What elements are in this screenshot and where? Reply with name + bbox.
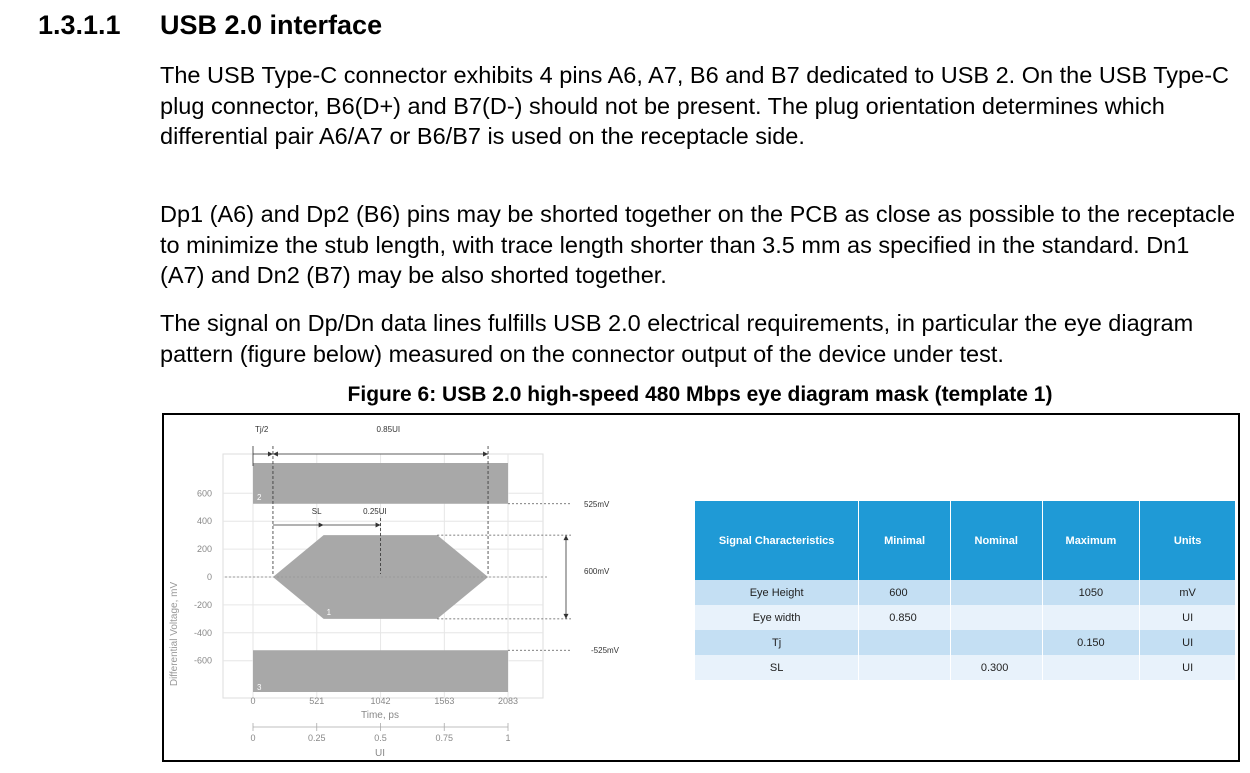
arrowhead (564, 535, 569, 540)
arrowhead (564, 614, 569, 619)
region-number-3: 3 (257, 683, 262, 692)
lower-mask-region (253, 650, 508, 692)
cell-minimal: 0.850 (859, 605, 951, 630)
table-row (695, 580, 1235, 605)
xlabel: Time, ps (361, 710, 399, 721)
header-nominal: Nominal (950, 501, 1042, 580)
ui-tick-label: 0.25 (307, 733, 326, 743)
cell-characteristic: Tj (695, 630, 859, 655)
cell-units: UI (1140, 630, 1235, 655)
header-units: Units (1140, 501, 1235, 580)
cell-nominal (950, 605, 1042, 630)
header-signal-characteristics: Signal Characteristics (695, 501, 859, 580)
table-header-row (695, 501, 1235, 580)
lower-level-label: -525mV (591, 646, 620, 656)
cell-units: UI (1140, 655, 1235, 680)
cell-maximum (1042, 655, 1140, 680)
paragraph-eye-diagram: The signal on Dp/Dn data lines fulfills USB 2.0 electrical requirements, in particular the eye diagram pattern (figure below) measured on the connector output of the device under test. (160, 310, 1194, 367)
y-axis (194, 488, 212, 665)
upper-mask-region (253, 463, 508, 504)
cell-minimal: 600 (859, 580, 951, 605)
eye-width-label: 0.85UI (376, 425, 401, 434)
figure-caption: Figure 6: USB 2.0 high-speed 480 Mbps eye diagram mask (template 1) (347, 383, 1053, 406)
table-row (695, 630, 1235, 655)
cell-nominal (950, 630, 1042, 655)
region-number-1: 1 (326, 607, 332, 617)
ui-axis (250, 723, 510, 743)
sl-label: SL (311, 507, 322, 516)
signal-characteristics-table (695, 501, 1235, 680)
cell-characteristic: Eye Height (695, 580, 859, 605)
x-tick-label: 0 (250, 696, 256, 706)
y-tick-label: -200 (193, 599, 212, 610)
ylabel: Differential Voltage, mV (169, 581, 180, 687)
header-minimal: Minimal (859, 501, 951, 580)
x-tick-label: 1563 (434, 696, 455, 706)
x-tick-label: 2083 (497, 696, 519, 706)
y-tick-label: 0 (206, 572, 212, 582)
sl-ui-label: 0.25UI (363, 507, 387, 516)
eye-diagram-chart (163, 414, 683, 760)
paragraph-usb-pins: The USB Type-C connector exhibits 4 pins A6, A7, B6 and B7 dedicated to USB 2. On the USB Type-C plug connector, B6(D+) and B7(D-) should not be present. The plug orientation determines which differential pair A6/A7 or B6/B7 is used on the receptacle side. (160, 62, 1229, 149)
table-row (695, 655, 1235, 680)
ui-tick-label: 0 (250, 733, 256, 743)
region-number-2: 2 (257, 492, 262, 502)
cell-nominal (950, 580, 1042, 605)
y-tick-label: 200 (196, 544, 212, 555)
y-tick-label: 400 (196, 516, 212, 527)
paragraph-pcb-shorting: Dp1 (A6) and Dp2 (B6) pins may be shorted together on the PCB as close as possible to the receptacle to minimize the stub length, with trace length shorter than 3.5 mm as specified in the standard. Dn1 (A7) and Dn2 (B7) may be also shorted together. (160, 201, 1236, 288)
cell-characteristic: SL (695, 655, 859, 680)
x2label: UI (375, 748, 385, 759)
y-tick-label: -400 (193, 627, 212, 638)
cell-maximum (1042, 605, 1140, 630)
section-number: 1.3.1.1 (38, 10, 121, 40)
cell-minimal (859, 630, 951, 655)
ui-tick-label: 0.75 (435, 733, 454, 743)
x-tick-label: 1042 (370, 696, 391, 706)
cell-units: mV (1140, 580, 1235, 605)
cell-nominal: 0.300 (950, 655, 1042, 680)
y-tick-label: -600 (193, 655, 212, 666)
eye-height-label: 600mV (584, 567, 610, 576)
cell-maximum: 1050 (1042, 580, 1140, 605)
y-tick-label: 600 (196, 488, 212, 499)
ui-tick-label: 0.5 (374, 733, 387, 743)
x-tick-label: 521 (309, 696, 325, 706)
ui-tick-label: 1 (505, 733, 511, 743)
cell-units: UI (1140, 605, 1235, 630)
cell-maximum: 0.150 (1042, 630, 1140, 655)
upper-level-label: 525mV (584, 499, 610, 509)
cell-minimal (859, 655, 951, 680)
header-maximum: Maximum (1042, 501, 1140, 580)
tj-half-label: Tj/2 (255, 425, 269, 434)
table-row (695, 605, 1235, 630)
cell-characteristic: Eye width (695, 605, 859, 630)
section-title: USB 2.0 interface (160, 10, 383, 40)
